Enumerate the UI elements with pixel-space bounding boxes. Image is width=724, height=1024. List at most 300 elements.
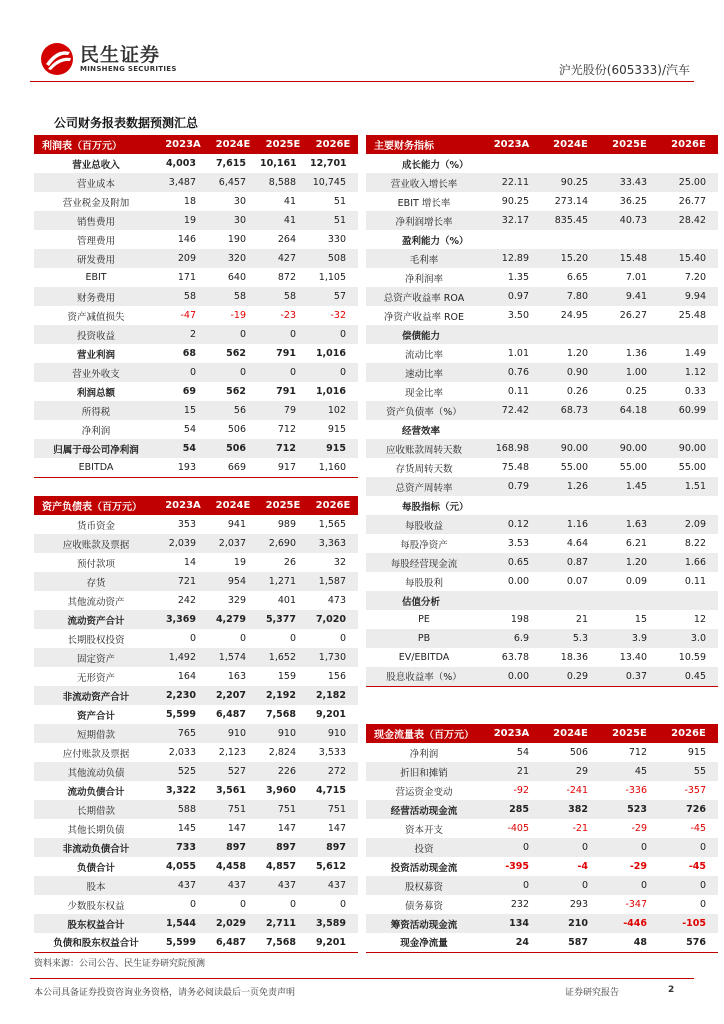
value-cell: 293 bbox=[569, 899, 588, 910]
value-cell: 1,730 bbox=[308, 648, 358, 667]
value-cell: 26.27 bbox=[619, 310, 647, 321]
value-cell: 989 bbox=[277, 519, 296, 530]
value-cell: 1.26 bbox=[541, 477, 600, 496]
row-label: 资产负债率（%） bbox=[366, 401, 482, 420]
table-row bbox=[366, 553, 718, 572]
value-cell: 3,589 bbox=[308, 914, 358, 933]
value-cell bbox=[600, 420, 659, 439]
value-cell: 587 bbox=[541, 933, 600, 952]
value-cell: 0 bbox=[339, 899, 346, 910]
value-cell: 0.79 bbox=[482, 477, 541, 496]
value-cell: 26 bbox=[283, 557, 296, 568]
value-cell bbox=[482, 154, 541, 173]
value-cell bbox=[600, 230, 659, 249]
value-cell: -19 bbox=[230, 310, 246, 321]
value-cell: 721 bbox=[158, 572, 208, 591]
table-row bbox=[366, 439, 718, 458]
value-cell: 51 bbox=[308, 211, 358, 230]
value-cell: 75.48 bbox=[501, 462, 529, 473]
table-row bbox=[34, 173, 358, 192]
table-row bbox=[34, 534, 358, 553]
table-row bbox=[366, 515, 718, 534]
row-label: 现金比率 bbox=[404, 387, 443, 399]
row-label: 管理费用 bbox=[76, 235, 115, 247]
row-label: 股权募资 bbox=[366, 876, 482, 895]
table-row bbox=[366, 895, 718, 914]
value-cell: 2 bbox=[158, 325, 208, 344]
year-header: 2026E bbox=[308, 135, 358, 154]
value-cell: 7,615 bbox=[215, 158, 246, 169]
value-cell: 159 bbox=[277, 671, 296, 682]
table-row bbox=[34, 458, 358, 477]
value-cell: 210 bbox=[541, 914, 600, 933]
value-cell: 30 bbox=[233, 196, 246, 207]
table-row bbox=[34, 382, 358, 401]
value-cell: 733 bbox=[158, 838, 208, 857]
value-cell: 147 bbox=[277, 823, 296, 834]
value-cell: -45 bbox=[690, 823, 706, 834]
row-label: 利润总额 bbox=[76, 387, 115, 399]
table-row bbox=[34, 287, 358, 306]
value-cell: 12.89 bbox=[482, 249, 541, 268]
footer-disclaimer: 本公司具备证券投资咨询业务资格，请务必阅读最后一页免责声明 bbox=[34, 988, 296, 998]
section-title: 公司财务报表数据预测汇总 bbox=[54, 116, 199, 130]
row-label: 所得税 bbox=[34, 401, 158, 420]
value-cell: 51 bbox=[333, 196, 346, 207]
row-label: 负债和股东权益合计 bbox=[34, 933, 158, 952]
value-cell: 0 bbox=[541, 876, 600, 895]
table-row bbox=[34, 211, 358, 230]
table-row bbox=[34, 819, 358, 838]
value-cell: 90.00 bbox=[541, 439, 600, 458]
row-label: 应付账款及票据 bbox=[62, 748, 130, 760]
row-label: PE bbox=[418, 614, 430, 625]
table-row bbox=[366, 914, 718, 933]
value-cell: 5,599 bbox=[165, 709, 196, 720]
value-cell: 0 bbox=[308, 363, 358, 382]
value-cell: 2,033 bbox=[168, 747, 196, 758]
value-cell bbox=[659, 154, 718, 173]
value-cell: 0 bbox=[659, 876, 718, 895]
value-cell: 7,020 bbox=[308, 610, 358, 629]
value-cell: 1,271 bbox=[258, 572, 308, 591]
table-row bbox=[34, 363, 358, 382]
value-cell: 56 bbox=[208, 401, 258, 420]
value-cell: 147 bbox=[327, 823, 346, 834]
table-row bbox=[34, 325, 358, 344]
row-label: 现金净流量 bbox=[366, 933, 482, 952]
year-header: 2024E bbox=[208, 135, 258, 154]
value-cell: -395 bbox=[505, 861, 529, 872]
financial-ratios-table bbox=[366, 135, 718, 687]
table-row bbox=[366, 363, 718, 382]
value-cell: 2.09 bbox=[659, 515, 718, 534]
value-cell: 1.66 bbox=[659, 553, 718, 572]
table-row bbox=[34, 629, 358, 648]
value-cell bbox=[541, 325, 600, 344]
table-row bbox=[366, 477, 718, 496]
group-label: 偿债能力 bbox=[366, 325, 482, 344]
value-cell: 5.3 bbox=[541, 629, 600, 648]
value-cell: 910 bbox=[308, 724, 358, 743]
value-cell: 1.35 bbox=[507, 272, 529, 283]
value-cell: 146 bbox=[177, 234, 196, 245]
value-cell: 0.11 bbox=[507, 386, 529, 397]
table-row bbox=[34, 933, 358, 952]
table-row bbox=[34, 762, 358, 781]
value-cell: 0.65 bbox=[482, 553, 541, 572]
value-cell: 915 bbox=[327, 424, 346, 435]
table-row bbox=[366, 401, 718, 420]
row-label: 股本 bbox=[34, 876, 158, 895]
table-row bbox=[34, 667, 358, 686]
row-label: 固定资产 bbox=[34, 648, 158, 667]
value-cell: 329 bbox=[227, 595, 246, 606]
value-cell: 242 bbox=[177, 595, 196, 606]
value-cell: 45 bbox=[600, 762, 659, 781]
value-cell: 0.33 bbox=[684, 386, 706, 397]
value-cell: 4,715 bbox=[315, 785, 346, 796]
value-cell: 3,960 bbox=[265, 785, 296, 796]
value-cell: 1,492 bbox=[158, 648, 208, 667]
table-row bbox=[366, 249, 718, 268]
value-cell bbox=[659, 325, 718, 344]
value-cell: 9,201 bbox=[308, 933, 358, 952]
brand-name-en: MINSHENG SECURITIES bbox=[80, 65, 177, 73]
value-cell: 0 bbox=[659, 838, 718, 857]
value-cell: 3.0 bbox=[659, 629, 718, 648]
value-cell: 1,016 bbox=[315, 348, 346, 359]
table-row bbox=[34, 420, 358, 439]
value-cell: 2,230 bbox=[158, 686, 208, 705]
row-label: 速动比率 bbox=[366, 363, 482, 382]
value-cell: 0.07 bbox=[566, 576, 588, 587]
value-cell: 765 bbox=[158, 724, 208, 743]
value-cell: 1,574 bbox=[208, 648, 258, 667]
table-row bbox=[366, 211, 718, 230]
year-header: 2024E bbox=[541, 724, 600, 743]
value-cell: 6,487 bbox=[215, 709, 246, 720]
value-cell: 60.99 bbox=[659, 401, 718, 420]
row-label: 无形资产 bbox=[76, 672, 115, 684]
value-cell: 2,039 bbox=[158, 534, 208, 553]
value-cell bbox=[541, 591, 600, 610]
value-cell: 576 bbox=[659, 933, 718, 952]
value-cell: 751 bbox=[258, 800, 308, 819]
value-cell: 3.50 bbox=[507, 310, 529, 321]
value-cell: 1.45 bbox=[600, 477, 659, 496]
value-cell: 68.73 bbox=[541, 401, 600, 420]
value-cell: 0 bbox=[289, 899, 296, 910]
value-cell: 562 bbox=[226, 348, 246, 359]
value-cell: 1.49 bbox=[684, 348, 706, 359]
value-cell bbox=[482, 325, 541, 344]
value-cell: 0.00 bbox=[482, 667, 541, 686]
value-cell: -4 bbox=[577, 861, 588, 872]
value-cell: 897 bbox=[258, 838, 308, 857]
value-cell: 523 bbox=[600, 800, 659, 819]
value-cell: 8,588 bbox=[258, 173, 308, 192]
value-cell: -47 bbox=[180, 310, 196, 321]
value-cell: -45 bbox=[688, 861, 706, 872]
value-cell: 712 bbox=[628, 747, 647, 758]
value-cell: 506 bbox=[208, 439, 258, 458]
row-label: 流动负债合计 bbox=[67, 786, 125, 798]
value-cell bbox=[659, 230, 718, 249]
value-cell: 9.94 bbox=[659, 287, 718, 306]
row-label: 非流动负债合计 bbox=[34, 838, 158, 857]
value-cell bbox=[600, 496, 659, 515]
table-row bbox=[34, 686, 358, 705]
value-cell: 54 bbox=[516, 747, 529, 758]
group-label: 每股指标（元） bbox=[402, 501, 469, 513]
value-cell: 134 bbox=[482, 914, 541, 933]
table-title: 资产负债表（百万元） bbox=[34, 496, 158, 515]
row-label: 净利润 bbox=[81, 425, 111, 437]
value-cell: 7.20 bbox=[684, 272, 706, 283]
value-cell: 562 bbox=[226, 386, 246, 397]
value-cell: 0 bbox=[189, 633, 196, 644]
value-cell: 2,029 bbox=[208, 914, 258, 933]
value-cell: 1,016 bbox=[315, 386, 346, 397]
value-cell: 40.73 bbox=[600, 211, 659, 230]
value-cell: 1.51 bbox=[659, 477, 718, 496]
group-label: 盈利能力（%） bbox=[402, 235, 469, 247]
value-cell: 917 bbox=[258, 458, 308, 477]
value-cell: 164 bbox=[177, 671, 196, 682]
value-cell: 7.80 bbox=[541, 287, 600, 306]
value-cell: 0 bbox=[482, 838, 541, 857]
row-label: 净利润 bbox=[409, 748, 439, 760]
value-cell: 163 bbox=[227, 671, 246, 682]
value-cell: 48 bbox=[600, 933, 659, 952]
year-header: 2025E bbox=[600, 135, 659, 154]
table-row bbox=[34, 553, 358, 572]
value-cell: 1.12 bbox=[659, 363, 718, 382]
value-cell: 13.40 bbox=[619, 652, 647, 663]
value-cell: 0.45 bbox=[659, 667, 718, 686]
table-row bbox=[34, 876, 358, 895]
value-cell: 427 bbox=[258, 249, 308, 268]
year-header: 2024E bbox=[208, 496, 258, 515]
value-cell: 2,824 bbox=[268, 747, 296, 758]
year-header: 2025E bbox=[258, 135, 308, 154]
group-row bbox=[366, 154, 718, 173]
value-cell bbox=[482, 496, 541, 515]
row-label: 营业利润 bbox=[76, 349, 115, 361]
brand-name-cn: 民生证券 bbox=[80, 44, 161, 66]
value-cell: 5,612 bbox=[315, 861, 346, 872]
value-cell: -29 bbox=[629, 861, 647, 872]
value-cell: 15 bbox=[634, 614, 647, 625]
value-cell: 90.00 bbox=[659, 439, 718, 458]
value-cell: 0 bbox=[258, 325, 308, 344]
value-cell: 2,711 bbox=[258, 914, 308, 933]
value-cell: 72.42 bbox=[482, 401, 541, 420]
value-cell: 506 bbox=[569, 747, 588, 758]
value-cell: 55.00 bbox=[678, 462, 706, 473]
value-cell: 90.25 bbox=[501, 196, 529, 207]
value-cell: 0 bbox=[189, 899, 196, 910]
table-row bbox=[366, 534, 718, 553]
value-cell: 9.41 bbox=[600, 287, 659, 306]
row-label: 销售费用 bbox=[34, 211, 158, 230]
row-label: 营运资金变动 bbox=[395, 786, 453, 798]
value-cell: 3.9 bbox=[600, 629, 659, 648]
value-cell: 910 bbox=[208, 724, 258, 743]
value-cell: 2,690 bbox=[258, 534, 308, 553]
row-label: 净资产收益率 ROE bbox=[383, 311, 465, 323]
row-label: 投资收益 bbox=[34, 325, 158, 344]
table-header-row bbox=[34, 496, 358, 515]
value-cell: 32.17 bbox=[482, 211, 541, 230]
row-label: 其他流动资产 bbox=[67, 596, 125, 608]
value-cell: 1.20 bbox=[566, 348, 588, 359]
value-cell: 3,363 bbox=[308, 534, 358, 553]
value-cell: 10,745 bbox=[308, 173, 358, 192]
value-cell: 915 bbox=[308, 439, 358, 458]
value-cell: 669 bbox=[208, 458, 258, 477]
row-label: 非流动资产合计 bbox=[34, 686, 158, 705]
value-cell: 0 bbox=[208, 363, 258, 382]
value-cell: 55.00 bbox=[560, 462, 588, 473]
value-cell: 68 bbox=[182, 348, 196, 359]
value-cell: 320 bbox=[208, 249, 258, 268]
table-row bbox=[366, 648, 718, 667]
table-row bbox=[34, 591, 358, 610]
value-cell: 21 bbox=[482, 762, 541, 781]
value-cell: 1.00 bbox=[600, 363, 659, 382]
table-title: 主要财务指标 bbox=[366, 135, 482, 154]
value-cell: 55 bbox=[659, 762, 718, 781]
page-number: 2 bbox=[668, 985, 675, 995]
value-cell: 5,377 bbox=[258, 610, 308, 629]
table-row bbox=[366, 458, 718, 477]
group-label: 成长能力（%） bbox=[402, 159, 469, 171]
value-cell: 171 bbox=[177, 272, 196, 283]
table-row bbox=[34, 268, 358, 287]
value-cell: 640 bbox=[227, 272, 246, 283]
value-cell: 0 bbox=[308, 325, 358, 344]
table-row bbox=[34, 800, 358, 819]
value-cell: 3.53 bbox=[507, 538, 529, 549]
row-label: 债务募资 bbox=[404, 900, 443, 912]
value-cell: 0.09 bbox=[625, 576, 647, 587]
value-cell: 0.26 bbox=[566, 386, 588, 397]
value-cell bbox=[600, 591, 659, 610]
row-label: 每股股利 bbox=[404, 577, 443, 589]
value-cell: 1,587 bbox=[308, 572, 358, 591]
value-cell: 1.63 bbox=[600, 515, 659, 534]
row-label: 其他流动负债 bbox=[34, 762, 158, 781]
value-cell: 0.90 bbox=[541, 363, 600, 382]
value-cell bbox=[482, 591, 541, 610]
year-header: 2026E bbox=[659, 135, 718, 154]
table-row bbox=[366, 306, 718, 325]
row-label: 存货周转天数 bbox=[395, 463, 453, 475]
value-cell: 5,599 bbox=[158, 933, 208, 952]
value-cell: 10,161 bbox=[260, 158, 297, 169]
table-row bbox=[34, 781, 358, 800]
value-cell: 4,055 bbox=[165, 861, 196, 872]
row-label: 存货 bbox=[34, 572, 158, 591]
value-cell: 437 bbox=[158, 876, 208, 895]
value-cell: 58 bbox=[258, 287, 308, 306]
value-cell: 7,568 bbox=[265, 709, 296, 720]
value-cell: 0.12 bbox=[482, 515, 541, 534]
row-label: 应收账款及票据 bbox=[34, 534, 158, 553]
value-cell: 4,279 bbox=[208, 610, 258, 629]
value-cell: 21 bbox=[575, 614, 588, 625]
table-row bbox=[366, 192, 718, 211]
value-cell: -241 bbox=[566, 785, 588, 796]
table-row bbox=[34, 743, 358, 762]
value-cell: 209 bbox=[158, 249, 208, 268]
value-cell: 10.59 bbox=[678, 652, 706, 663]
year-header: 2023A bbox=[482, 724, 541, 743]
page-header bbox=[30, 38, 694, 82]
value-cell: 63.78 bbox=[501, 652, 529, 663]
value-cell: 26.77 bbox=[678, 196, 706, 207]
row-label: 营业外收支 bbox=[34, 363, 158, 382]
value-cell: 32 bbox=[333, 557, 346, 568]
group-row bbox=[366, 591, 718, 610]
table-title: 现金流量表（百万元） bbox=[366, 724, 482, 743]
value-cell: 791 bbox=[276, 386, 296, 397]
value-cell: 3,561 bbox=[215, 785, 246, 796]
value-cell: 330 bbox=[327, 234, 346, 245]
value-cell: 0 bbox=[482, 876, 541, 895]
value-cell: 90.00 bbox=[600, 439, 659, 458]
table-row bbox=[366, 268, 718, 287]
income-statement-table bbox=[34, 135, 358, 478]
value-cell: 55.00 bbox=[619, 462, 647, 473]
value-cell: 941 bbox=[227, 519, 246, 530]
value-cell: 3,322 bbox=[165, 785, 196, 796]
table-row bbox=[366, 781, 718, 800]
value-cell: 0 bbox=[600, 876, 659, 895]
value-cell bbox=[482, 230, 541, 249]
value-cell: 0 bbox=[289, 633, 296, 644]
row-label: 长期股权投资 bbox=[67, 634, 125, 646]
value-cell: 872 bbox=[277, 272, 296, 283]
value-cell: 0 bbox=[158, 363, 208, 382]
table-row bbox=[366, 819, 718, 838]
table-header-row bbox=[366, 135, 718, 154]
value-cell: 0 bbox=[258, 363, 308, 382]
value-cell: 0.25 bbox=[625, 386, 647, 397]
value-cell: 226 bbox=[258, 762, 308, 781]
table-row bbox=[34, 705, 358, 724]
value-cell bbox=[541, 154, 600, 173]
value-cell: 156 bbox=[327, 671, 346, 682]
value-cell: 3,533 bbox=[318, 747, 346, 758]
row-label: 每股收益 bbox=[366, 515, 482, 534]
value-cell: 437 bbox=[258, 876, 308, 895]
row-label: 总资产收益率 ROA bbox=[366, 287, 482, 306]
row-label: 负债合计 bbox=[76, 862, 115, 874]
value-cell: 508 bbox=[308, 249, 358, 268]
value-cell: 54 bbox=[158, 439, 208, 458]
value-cell: 24.95 bbox=[560, 310, 588, 321]
value-cell: 0 bbox=[541, 838, 600, 857]
row-label: 投资活动现金流 bbox=[390, 862, 458, 874]
footer-report-type: 证券研究报告 bbox=[565, 988, 620, 998]
value-cell: 835.45 bbox=[541, 211, 600, 230]
value-cell: 12,701 bbox=[310, 158, 347, 169]
row-label: 折旧和摊销 bbox=[366, 762, 482, 781]
value-cell: 36.25 bbox=[619, 196, 647, 207]
